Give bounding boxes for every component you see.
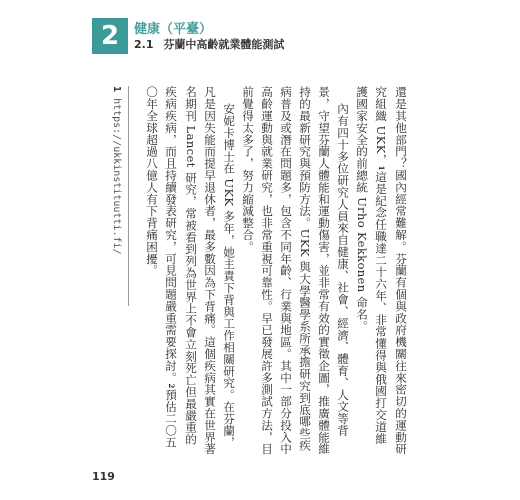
footnote-divider	[128, 86, 129, 306]
paragraph-2: 內有四十多位研究人員來自健康、社會、經濟、體育、人文等背景，守望芬蘭人體能和運動傷害，並非常有效的實徵企圖，推廣體能維持的最新研究與預防方法。UKK 與大學醫學系所承擔研究到底哪些疾病普及或潛在問題多，包含不同年齡、行業與地區。其中一部分投入中高齡運動與就業研究，也非常重視可靠性。早已發展許多測試方法，目前覺得太多了，努力縮減整合。	[241, 86, 350, 455]
paragraph-1: 還是其他部門？國內經常難解。芬蘭有個與政府機關往來密切的運動研究組織 UKK，1這是紀念任職達二十六年、非常懂得與俄國打交道維護國家安全的前總統 Urho Kekkonen 命名。	[355, 86, 408, 455]
footnote-marker-2: 2	[167, 383, 176, 389]
paragraph-3: 安妮卡博士在 UKK 多年，她主責下背與工作相關研究。在芬蘭，凡是因失能而提早退休者，最多數因為下背痛。這個疾病其實在世界著名期刊 Lancet 研究，常被看到列為世界上不會立刻死亡但最嚴重的疾病疾病，而且持續發表研究，可見問題嚴重需要探討。2預估二〇五〇年全球超過八億人有下背痛困擾。	[145, 86, 236, 455]
chapter-number-badge: 2	[92, 18, 128, 54]
section-title-line	[134, 36, 284, 52]
page-number: 119	[92, 470, 115, 483]
footnote-link[interactable]: https://ukkinstituutti.fi/	[111, 98, 122, 255]
chapter-title: 健康（平臺）	[134, 22, 213, 37]
body-text	[140, 86, 410, 456]
footnote	[108, 86, 124, 255]
footnote-number: 1	[111, 86, 122, 93]
footnote-marker-1: 1	[377, 165, 386, 171]
section-title: 芬蘭中高齡就業體能測試	[163, 38, 285, 51]
section-number: 2.1	[134, 38, 154, 51]
